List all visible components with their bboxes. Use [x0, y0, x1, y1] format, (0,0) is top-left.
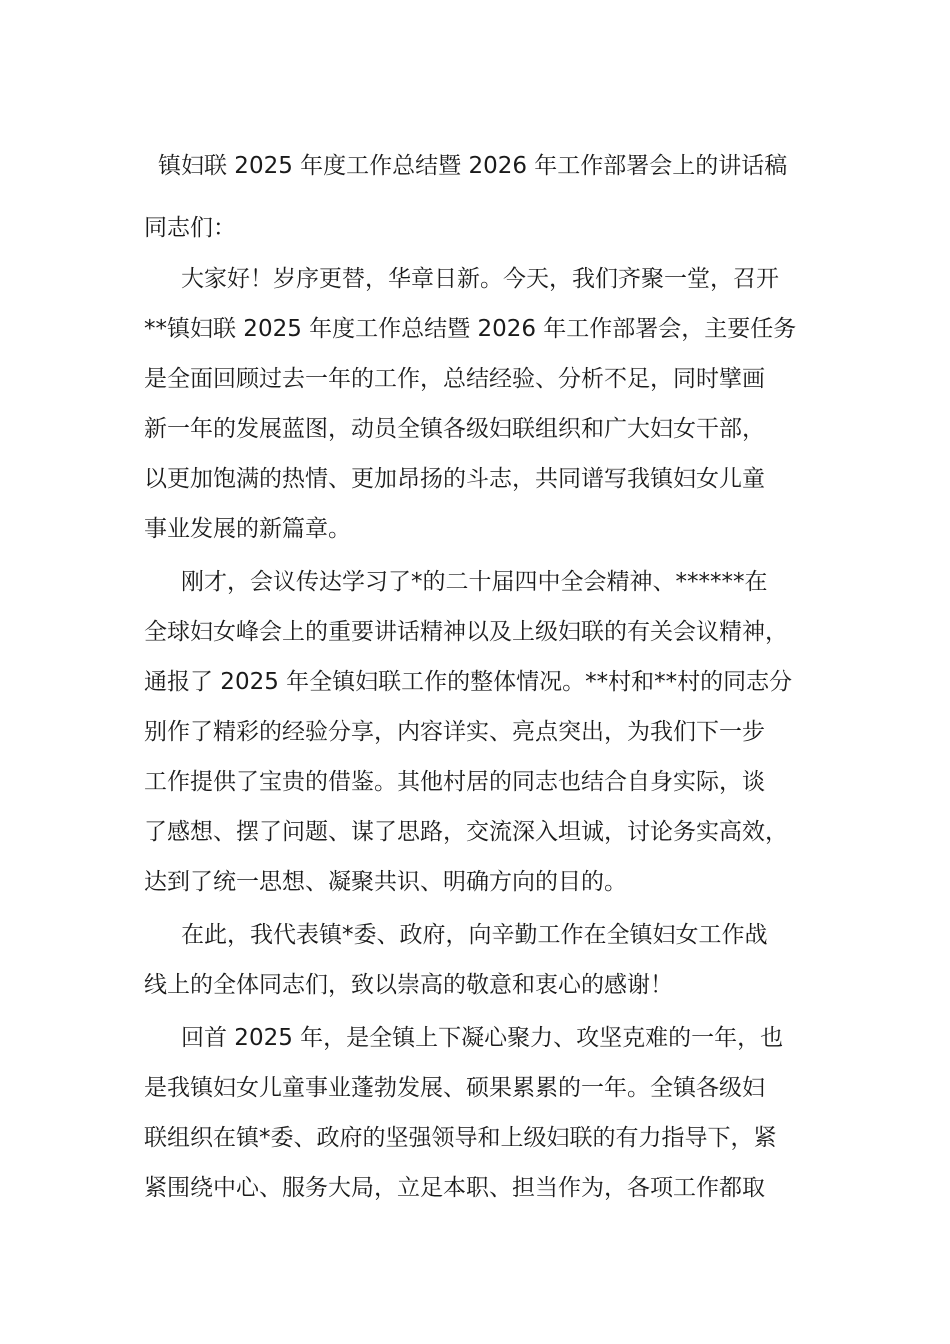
- document-title: 镇妇联 2025 年度工作总结暨 2026 年工作部署会上的讲话稿: [158, 153, 788, 179]
- text-line: 回首 2025 年，是全镇上下凝心聚力、攻坚克难的一年，也: [181, 1025, 784, 1051]
- paragraph-1: [144, 263, 812, 563]
- text-line: 了感想、摆了问题、谋了思路，交流深入坦诚，讨论务实高效，: [144, 819, 788, 845]
- text-line: 通报了 2025 年全镇妇联工作的整体情况。**村和**村的同志分: [144, 669, 793, 695]
- text-line: 是我镇妇女儿童事业蓬勃发展、硕果累累的一年。全镇各级妇: [144, 1075, 765, 1101]
- paragraph-4: [144, 1022, 812, 1222]
- text-line: 新一年的发展蓝图，动员全镇各级妇联组织和广大妇女干部，: [144, 416, 765, 442]
- text-line: 刚才，会议传达学习了*的二十届四中全会精神、******在: [181, 569, 768, 595]
- text-line: 事业发展的新篇章。: [144, 516, 351, 542]
- text-line: 紧围绕中心、服务大局，立足本职、担当作为，各项工作都取: [144, 1175, 765, 1201]
- text-line: 在此，我代表镇*委、政府，向辛勤工作在全镇妇女工作战: [181, 922, 768, 948]
- salutation: 同志们：: [144, 215, 236, 241]
- text-line: 别作了精彩的经验分享，内容详实、亮点突出，为我们下一步: [144, 719, 765, 745]
- document-body: [144, 263, 812, 1225]
- text-line: 线上的全体同志们，致以崇高的敬意和衷心的感谢！: [144, 972, 673, 998]
- text-line: **镇妇联 2025 年度工作总结暨 2026 年工作部署会，主要任务: [144, 316, 797, 342]
- paragraph-2: [144, 566, 812, 916]
- text-line: 大家好！岁序更替，华章日新。今天，我们齐聚一堂，召开: [181, 266, 779, 292]
- text-line: 以更加饱满的热情、更加昂扬的斗志，共同谱写我镇妇女儿童: [144, 466, 765, 492]
- text-line: 联组织在镇*委、政府的坚强领导和上级妇联的有力指导下，紧: [144, 1125, 777, 1151]
- paragraph-3: [144, 919, 812, 1019]
- text-line: 全球妇女峰会上的重要讲话精神以及上级妇联的有关会议精神，: [144, 619, 788, 645]
- text-line: 工作提供了宝贵的借鉴。其他村居的同志也结合自身实际，谈: [144, 769, 765, 795]
- text-line: 达到了统一思想、凝聚共识、明确方向的目的。: [144, 869, 627, 895]
- text-line: 是全面回顾过去一年的工作，总结经验、分析不足，同时擘画: [144, 366, 765, 392]
